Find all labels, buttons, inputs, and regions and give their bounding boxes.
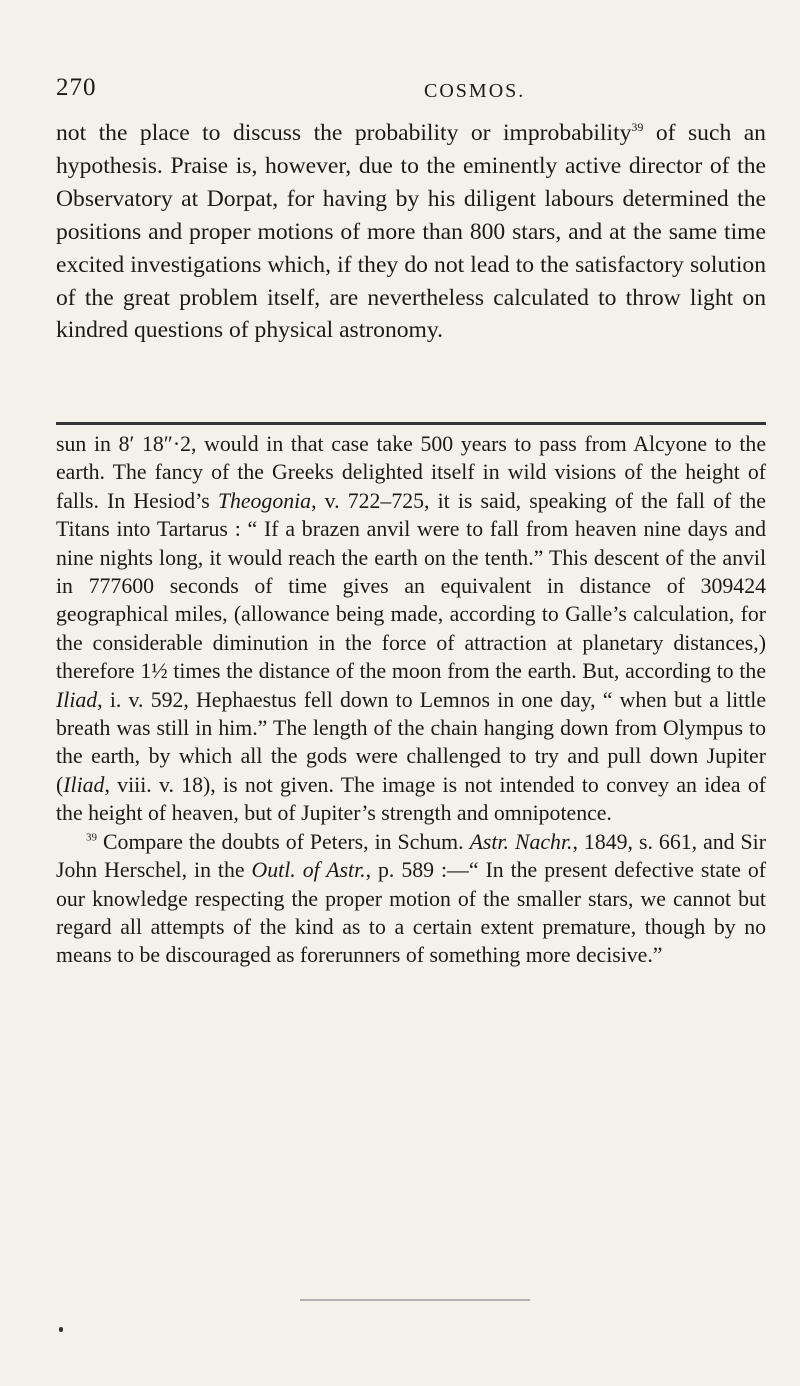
main-text-part: of such an hypothesis. Praise is, however, due to the eminently active director of the Observatory at Dorpat, for having by his diligent labours determined the positions and proper motions of more than 800 stars, and at the same time excited investigations which, if they do not lead to the satisfactory solution of the great problem itself, are nevertheless calculated to throw light on kindred questions of physical astronomy. (56, 120, 766, 344)
footnote-italic: Iliad (63, 772, 105, 797)
footnote-italic: Theogonia (217, 488, 312, 513)
page-header (56, 74, 766, 114)
footnote-text: sun in 8′ 18″·2, would in that case take 500 years to pass from Alcyone to the earth. The fancy of the Greeks delighted itself in wild visions of the height of falls. In Hesiod’s (56, 432, 766, 513)
footnote-text: , 1849, s. 661, and Sir John Herschel, in the (56, 829, 766, 883)
footnote-continued (56, 430, 766, 828)
main-paragraph (56, 117, 766, 347)
footnote-39 (56, 828, 766, 970)
footnote-italic: Outl. of Astr. (251, 858, 366, 883)
main-text-part: not the place to discuss the probability or improbability (56, 120, 632, 146)
footnotes (56, 430, 766, 970)
ink-dot (59, 1327, 63, 1332)
running-head: COSMOS. (424, 80, 526, 102)
footnote-reference: 39 (631, 120, 644, 135)
footnote-text: , p. 589 :—“ In the present defective state of our knowledge respecting the proper motion of the smaller stars, we cannot but regard all attempts of the kind as to a certain extent premature, though by no means to be discouraged as forerunners of something more decisive.” (56, 858, 766, 968)
footnote-text: Compare the doubts of Peters, in Schum. (97, 829, 470, 854)
page-number: 270 (56, 74, 97, 101)
footnote-text: , viii. v. 18), is not given. The image is not intended to convey an idea of the height of heaven, but of Jupiter’s strength and omnipotence. (56, 772, 766, 826)
footnote-text: , v. 722–725, it is said, speaking of the fall of the Titans into Tartarus : “ If a brazen anvil were to fall from heaven nine days and nine nights long, it would reach the earth on the tenth.” This descent of the anvil in 777600 seconds of time gives an equivalent in distance of 309424 geographical miles, (allowance being made, according to Galle’s calculation, for the considerable diminution in the force of attraction at planetary distances,) therefore 1½ times the distance of the moon from the earth. But, according to the (56, 488, 766, 684)
footnote-separator-rule (56, 422, 766, 425)
bottom-rule (300, 1299, 530, 1301)
footnote-marker: 39 (86, 831, 97, 844)
footnote-italic: Iliad (56, 687, 98, 712)
footnote-italic: Astr. Nachr. (469, 829, 573, 854)
main-text (56, 117, 766, 347)
footnote-text: , i. v. 592, Hephaestus fell down to Lemnos in one day, “ when but a little breath was still in him.” The length of the chain hanging down from Olympus to the earth, by which all the gods were challenged to try and pull down Jupiter ( (56, 687, 766, 797)
